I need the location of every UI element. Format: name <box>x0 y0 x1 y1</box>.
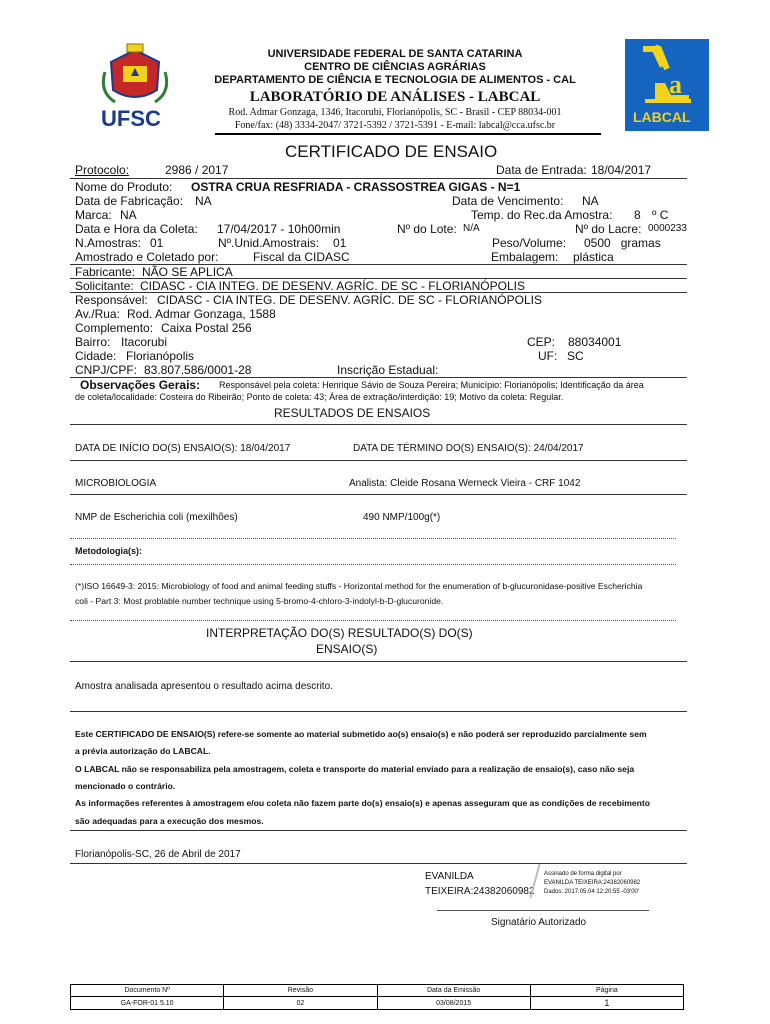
results-title: RESULTADOS DE ENSAIOS <box>274 406 431 420</box>
packaging-value: plástica <box>573 250 614 264</box>
state-registration-label: Inscrição Estadual: <box>337 363 439 377</box>
signer-name-1: EVANILDA <box>425 871 474 882</box>
product-name-value: OSTRA CRUA RESFRIADA - CRASSOSTREA GIGAS - N=1 <box>191 180 521 194</box>
lacre-label: Nº do Lacre: <box>575 222 642 236</box>
complement-value: Caixa Postal 256 <box>161 321 252 335</box>
test-name: NMP de Escherichia coli (mexilhões) <box>75 512 238 523</box>
svg-text:a: a <box>669 70 682 99</box>
complement-label: Complemento: <box>75 321 154 335</box>
cnpj-label: CNPJ/CPF: <box>75 363 138 377</box>
disclaimer-line3: O LABCAL não se responsabiliza pela amostragem, coleta e transporte do material enviado para a realização de ensaio(s), caso não seja <box>75 764 635 774</box>
interpretation-bottom-divider <box>70 711 687 712</box>
interpretation-text: Amostra analisada apresentou o resultado acima descrito. <box>75 681 333 692</box>
observations-line1: Responsável pela coleta: Henrique Sávio de Souza Pereira; Município: Florianópolis; Identificação da área <box>219 380 644 390</box>
result-divider <box>70 538 676 539</box>
city-value: Florianópolis <box>126 349 195 363</box>
digital-signature-line3: Dados: 2017.05.04 12:20:55 -03'00' <box>544 889 640 895</box>
district-label: Bairro: <box>75 335 111 349</box>
methodology-divider <box>70 564 676 565</box>
end-date: DATA DE TÉRMINO DO(S) ENSAIO(S): 24/04/2017 <box>353 443 584 454</box>
labcal-logo <box>625 39 709 131</box>
test-area: MICROBIOLOGIA <box>75 478 157 489</box>
observations-line2: de coleta/localidade: Costeira do Ribeirão; Ponto de coleta: 43; Área de extração/interdição: 19; Motivo da coleta: Regular. <box>75 392 564 402</box>
results-title-divider <box>70 424 687 425</box>
requester-value: CIDASC - CIA INTEG. DE DESENV. AGRÍC. DE SC - FLORIANÓPOLIS <box>140 279 525 293</box>
ufsc-logo-text: UFSC <box>101 106 161 131</box>
samples-value: 01 <box>150 236 164 250</box>
protocol-label: Protocolo: <box>75 163 130 177</box>
manufacturer-value: NÃO SE APLICA <box>142 265 233 279</box>
footer-date-header: Data da Emissão <box>377 985 530 997</box>
place-date: Florianópolis-SC, 26 de Abril de 2017 <box>75 849 241 860</box>
cnpj-value: 83.807.586/0001-28 <box>144 363 252 377</box>
footer-page-header: Página <box>530 985 683 997</box>
sampled-by-label: Amostrado e Coletado por: <box>75 250 219 264</box>
lacre-value: 0000233 <box>648 223 687 234</box>
temp-value: 8 <box>634 208 641 222</box>
methodology-line2: coli - Part 3: Most problable number technique using 5-bromo-4-chloro-3-indolyl-b-D-glucuronide. <box>75 596 444 606</box>
temp-label: Temp. do Rec.da Amostra: <box>471 208 613 222</box>
product-name-label: Nome do Produto: <box>75 180 173 194</box>
test-result: 490 NMP/100g(*) <box>363 512 441 523</box>
digital-signature-line2: EVANILDA TEIXEIRA:24382060982 <box>544 880 641 886</box>
lab-name: LABORATÓRIO DE ANÁLISES - LABCAL <box>249 89 541 105</box>
disclaimer-line4: mencionado o contrário. <box>75 781 176 791</box>
methodology-bottom-divider <box>70 620 676 621</box>
lote-label: Nº do Lote: <box>397 222 457 236</box>
uf-label: UF: <box>538 349 558 363</box>
responsible-value: CIDASC - CIA INTEG. DE DESENV. AGRÍC. DE SC - FLORIANÓPOLIS <box>157 293 542 307</box>
lab-contact: Fone/fax: (48) 3334-2047/ 3721-5392 / 3721-5391 - E-mail: labcal@cca.ufsc.br <box>234 120 556 131</box>
start-date: DATA DE INÍCIO DO(S) ENSAIO(S): 18/04/2017 <box>75 443 291 454</box>
interpretation-title-1: INTERPRETAÇÃO DO(S) RESULTADO(S) DO(S) <box>206 626 473 640</box>
analyst-divider <box>70 494 687 495</box>
digital-signature-line1: Assinado de forma digital por <box>544 871 622 877</box>
packaging-label: Embalagem: <box>491 250 559 264</box>
disclaimer-line5: As informações referentes à amostragem e/ou coleta não fazem parte do(s) ensaio(s) e apenas asseguram que as condições de recebimento <box>75 798 651 808</box>
city-label: Cidade: <box>75 349 117 363</box>
center-name: CENTRO DE CIÊNCIAS AGRÁRIAS <box>304 61 486 73</box>
dates-divider <box>70 460 687 461</box>
footer-revision-header: Revisão <box>224 985 377 997</box>
interpretation-title-2: ENSAIO(S) <box>316 642 378 656</box>
temp-unit: º C <box>652 208 669 222</box>
lote-value: N/A <box>463 223 480 234</box>
interpretation-divider <box>70 661 687 662</box>
sampled-by-value: Fiscal da CIDASC <box>253 250 350 264</box>
exp-date-value: NA <box>582 194 599 208</box>
footer-table <box>70 984 684 1010</box>
samples-label: N.Amostras: <box>75 236 142 250</box>
protocol-divider <box>70 178 687 179</box>
entry-date-value: 18/04/2017 <box>591 163 652 177</box>
exp-date-label: Data de Vencimento: <box>452 194 564 208</box>
lab-address: Rod. Admar Gonzaga, 1346, Itacorubi, Florianópolis, SC - Brasil - CEP 88034-001 <box>228 107 562 118</box>
cep-label: CEP: <box>527 335 556 349</box>
collect-date-label: Data e Hora da Coleta: <box>75 222 198 236</box>
district-value: Itacorubi <box>121 335 168 349</box>
footer-date-value: 03/08/2015 <box>377 997 530 1010</box>
footer-doc-value: GA-FOR-01 5.10 <box>71 997 224 1010</box>
methodology-line1: (*)ISO 16649-3: 2015: Microbiology of food and animal feeding stuffs - Horizontal method for the enumeration of b-glucuronidase-positive Escherichia <box>75 581 643 591</box>
department-name: DEPARTAMENTO DE CIÊNCIA E TECNOLOGIA DE ALIMENTOS - CAL <box>214 74 576 86</box>
footer-doc-header: Documento Nº <box>71 985 224 997</box>
weight-label: Peso/Volume: <box>492 236 567 250</box>
labcal-logo-text: LABCAL <box>633 109 691 125</box>
uf-value: SC <box>567 349 584 363</box>
cep-value: 88034001 <box>568 335 622 349</box>
fab-date-label: Data de Fabricação: <box>75 194 184 208</box>
weight-value: 0500 gramas <box>584 236 661 250</box>
ufsc-logo <box>97 42 173 134</box>
protocol-value: 2986 / 2017 <box>165 163 229 177</box>
methodology-label: Metodologia(s): <box>75 546 142 556</box>
place-date-divider <box>70 863 687 864</box>
street-value: Rod. Admar Gonzaga, 1588 <box>127 307 276 321</box>
university-name: UNIVERSIDADE FEDERAL DE SANTA CATARINA <box>267 48 523 60</box>
observations-label: Observações Gerais: <box>80 378 201 392</box>
footer-revision-value: 02 <box>224 997 377 1010</box>
entry-date-label: Data de Entrada: <box>496 163 587 177</box>
brand-label: Marca: <box>75 208 112 222</box>
analyst: Analista: Cleide Rosana Werneck Vieira - CRF 1042 <box>349 478 581 489</box>
disclaimer-line2: a prévia autorização do LABCAL. <box>75 746 211 756</box>
signer-role: Signatário Autorizado <box>491 917 587 928</box>
footer-page-value: 1 <box>530 997 683 1010</box>
unit-samples-label: Nº.Unid.Amostrais: <box>218 236 320 250</box>
unit-samples-value: 01 <box>333 236 347 250</box>
disclaimer-line6: são adequadas para a execução dos mesmos. <box>75 816 264 826</box>
header-divider <box>215 133 601 135</box>
street-label: Av./Rua: <box>75 307 120 321</box>
manufacturer-label: Fabricante: <box>75 265 136 279</box>
signer-name-2: TEIXEIRA:24382060982 <box>425 886 535 897</box>
disclaimer-line1: Este CERTIFICADO DE ENSAIO(S) refere-se somente ao material submetido ao(s) ensaio(s) e não poderá ser reproduzido parcialmente sem <box>75 729 647 739</box>
requester-label: Solicitante: <box>75 279 134 293</box>
fab-date-value: NA <box>195 194 212 208</box>
responsible-label: Responsável: <box>75 293 148 307</box>
certificate-title: CERTIFICADO DE ENSAIO <box>285 142 498 161</box>
collect-date-value: 17/04/2017 - 10h00min <box>217 222 341 236</box>
brand-value: NA <box>120 208 137 222</box>
disclaimer-divider <box>70 830 687 831</box>
signature-line <box>437 910 649 911</box>
